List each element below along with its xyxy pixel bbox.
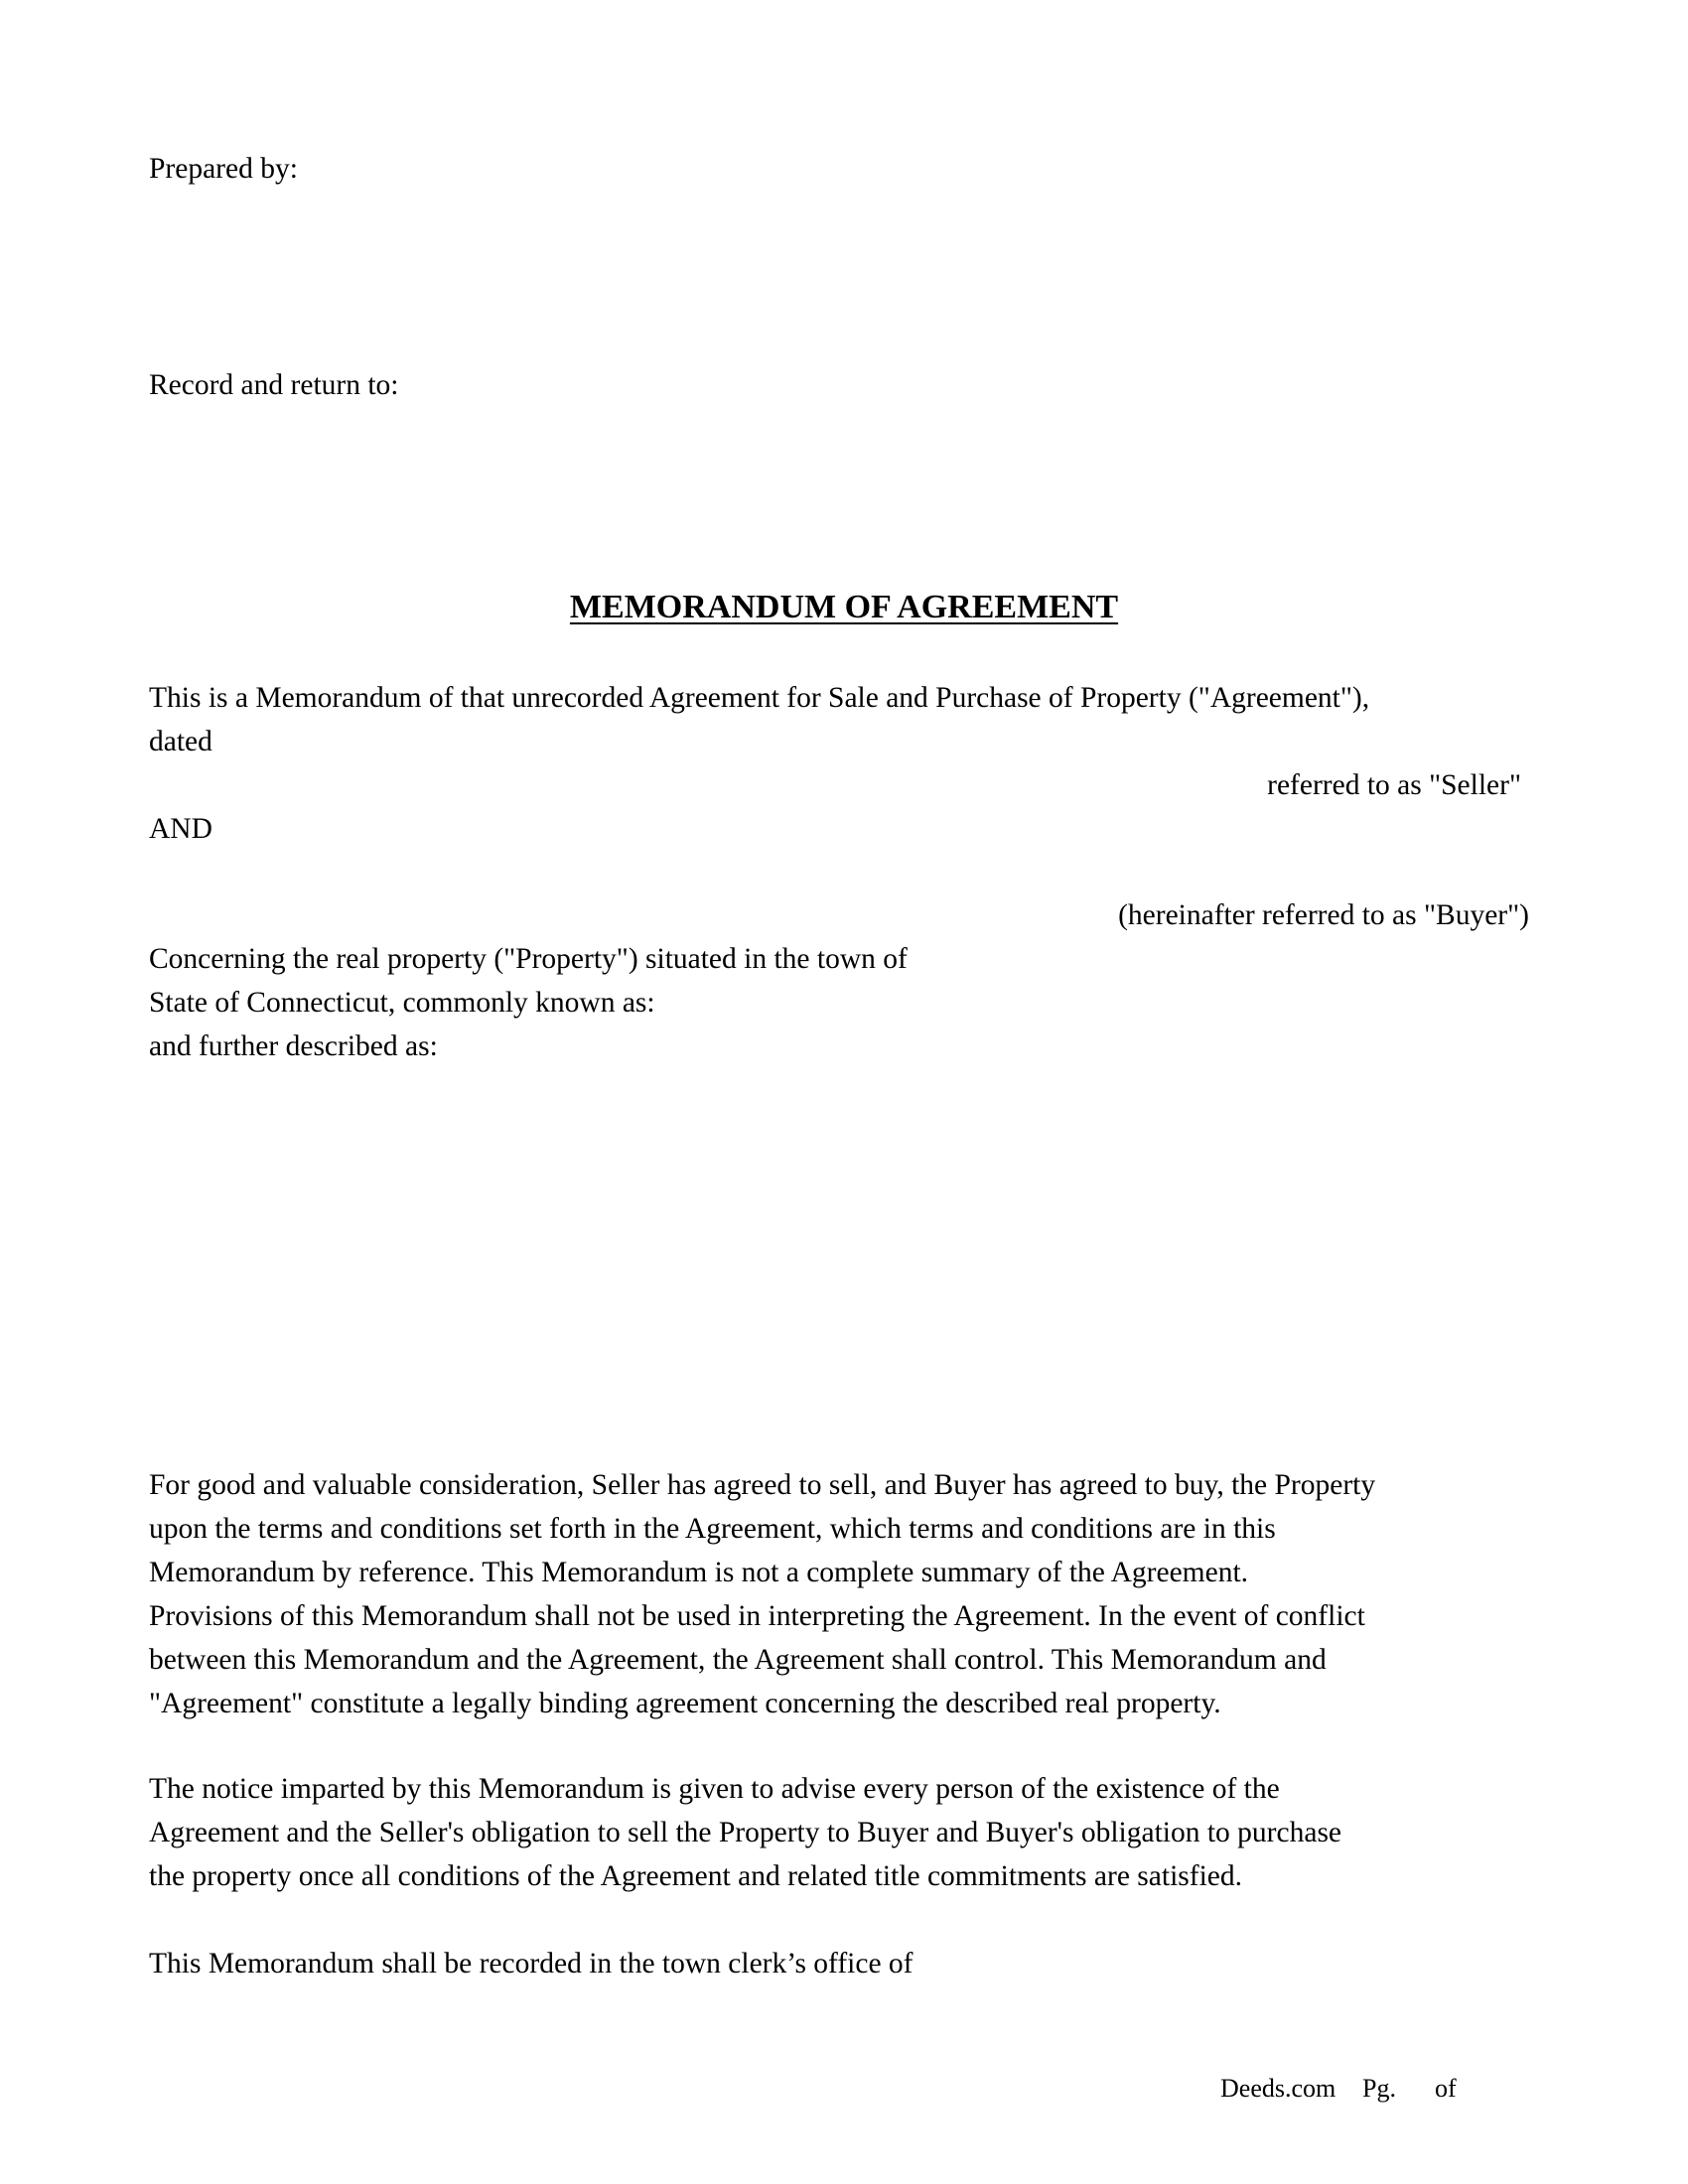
intro-line-1: This is a Memorandum of that unrecorded Agreement for Sale and Purchase of Property ("Agreement"), (149, 682, 1370, 714)
intro-line-2: dated (149, 726, 212, 757)
property-line-2: State of Connecticut, commonly known as: (149, 987, 655, 1019)
property-line-1: Concerning the real property ("Property") situated in the town of (149, 943, 908, 975)
consideration-line: Memorandum by reference. This Memorandum is not a complete summary of the Agreement. (149, 1557, 1249, 1588)
consideration-line: "Agreement" constitute a legally binding agreement concerning the described real property. (149, 1688, 1221, 1719)
notice-line: The notice imparted by this Memorandum is given to advise every person of the existence of the (149, 1773, 1280, 1805)
buyer-reference: (hereinafter referred to as "Buyer") (1118, 899, 1529, 931)
consideration-line: Provisions of this Memorandum shall not be used in interpreting the Agreement. In the event of conflict (149, 1600, 1365, 1632)
footer-page-label: Pg. (1362, 2074, 1396, 2103)
prepared-by-label: Prepared by: (149, 153, 298, 185)
consideration-paragraph (149, 1463, 1375, 1725)
notice-line: the property once all conditions of the Agreement and related title commitments are satisfied. (149, 1860, 1242, 1892)
recording-line: This Memorandum shall be recorded in the town clerk’s office of (149, 1948, 914, 1979)
record-and-return-label: Record and return to: (149, 369, 399, 401)
consideration-line: between this Memorandum and the Agreement, the Agreement shall control. This Memorandum and (149, 1644, 1327, 1676)
footer-brand: Deeds.com (1220, 2074, 1336, 2103)
consideration-line: For good and valuable consideration, Seller has agreed to sell, and Buyer has agreed to buy, the Property (149, 1469, 1376, 1501)
and-separator: AND (149, 813, 212, 845)
document-title-text: MEMORANDUM OF AGREEMENT (569, 589, 1119, 625)
property-line-3: and further described as: (149, 1030, 438, 1062)
document-title (0, 584, 1688, 631)
notice-line: Agreement and the Seller's obligation to sell the Property to Buyer and Buyer's obligation to purchase (149, 1817, 1342, 1848)
consideration-line: upon the terms and conditions set forth in the Agreement, which terms and conditions are in this (149, 1513, 1276, 1545)
notice-paragraph (149, 1767, 1341, 1898)
footer-of-label: of (1435, 2074, 1457, 2103)
seller-reference: referred to as "Seller" (1267, 769, 1521, 801)
